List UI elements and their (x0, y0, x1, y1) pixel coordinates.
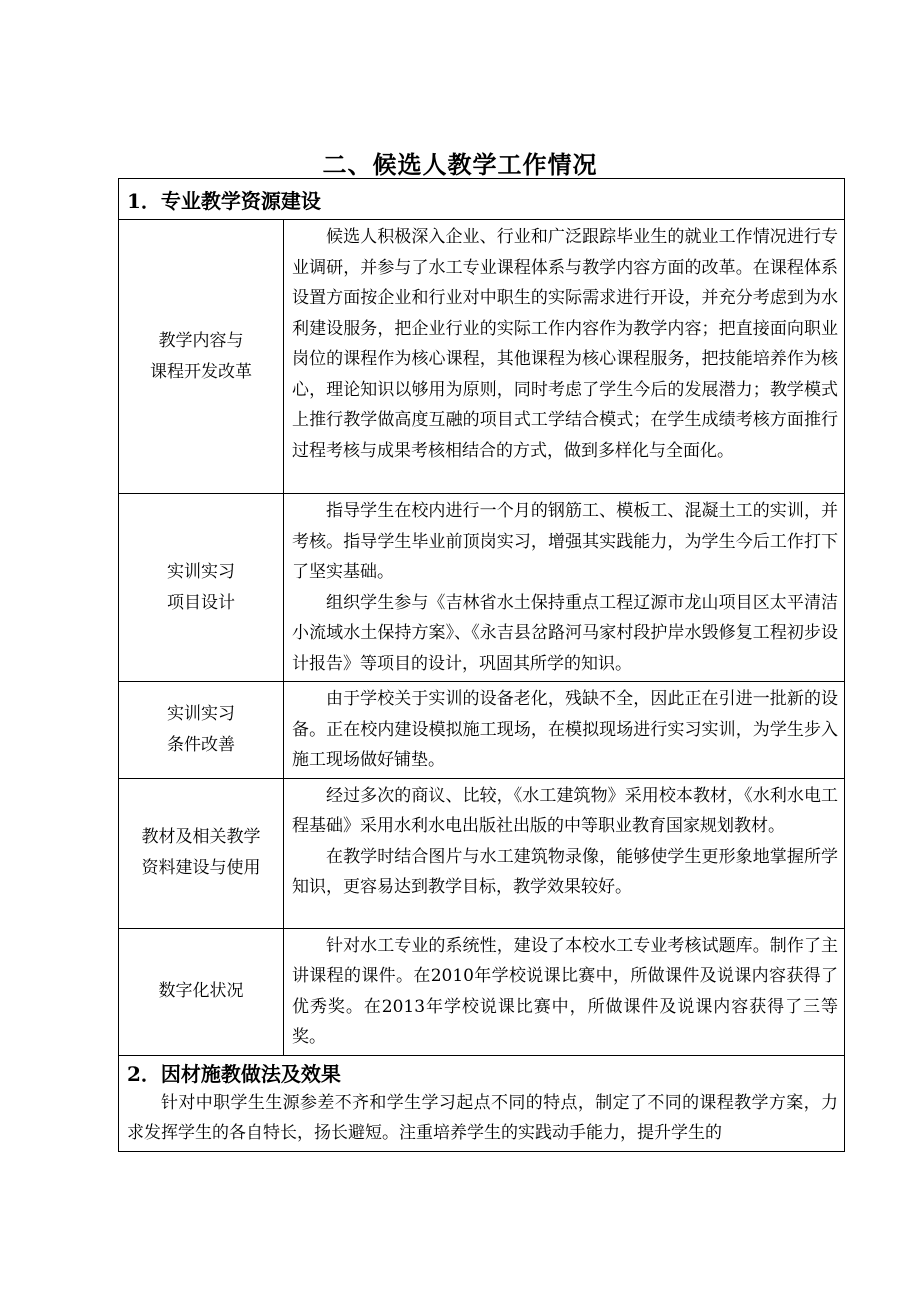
row-content-curriculum-reform: 候选人积极深入企业、行业和广泛跟踪毕业生的就业工作情况进行专业调研，并参与了水工专业课程体系与教学内容方面的改革。在课程体系设置方面按企业和行业对中职生的实际需求进行开设，并充分考虑到为水利建设服务，把企业行业的实际工作内容作为教学内容；把直接面向职业岗位的课程作为核心课程，其他课程为核心课程服务，把技能培养作为核心，理论知识以够用为原则，同时考虑了学生今后的发展潜力；教学模式上推行教学做高度互融的项目式工学结合模式；在学生成绩考核方面推行过程考核与成果考核相结合的方式，做到多样化与全面化。 (284, 220, 845, 494)
row-content-training-conditions: 由于学校关于实训的设备老化，残缺不全，因此正在引进一批新的设备。正在校内建设模拟施工现场，在模拟现场进行实习实训，为学生步入施工现场做好铺垫。 (284, 682, 845, 779)
section2-heading: 2．因材施教做法及效果 (127, 1061, 341, 1086)
table-row (119, 494, 845, 682)
section2-block (119, 1055, 845, 1151)
row-label-curriculum-reform: 教学内容与 课程开发改革 (119, 220, 284, 494)
row-label-textbooks: 教材及相关教学 资料建设与使用 (119, 778, 284, 928)
table-row (119, 682, 845, 779)
section1-heading: 1．专业教学资源建设 (119, 179, 845, 220)
row-label-training-project: 实训实习 项目设计 (119, 494, 284, 682)
table-row (119, 220, 845, 494)
table-row (119, 928, 845, 1055)
row-label-digitalization: 数字化状况 (119, 928, 284, 1055)
row-content-digitalization: 针对水工专业的系统性，建设了本校水工专业考核试题库。制作了主讲课程的课件。在2010年学校说课比赛中，所做课件及说课内容获得了优秀奖。在2013年学校说课比赛中，所做课件及说课内容获得了三等奖。 (284, 928, 845, 1055)
teaching-work-table (118, 178, 845, 1152)
row-content-textbooks: 经过多次的商议、比较，《水工建筑物》采用校本教材，《水利水电工程基础》采用水利水电出版社出版的中等职业教育国家规划教材。 在教学时结合图片与水工建筑物录像，能够使学生更形象地掌握所学知识，更容易达到教学目标，教学效果较好。 (284, 778, 845, 928)
row-content-training-project: 指导学生在校内进行一个月的钢筋工、模板工、混凝土工的实训，并考核。指导学生毕业前顶岗实习，增强其实践能力，为学生今后工作打下了坚实基础。 组织学生参与《吉林省水土保持重点工程辽源市龙山项目区太平清洁小流域水土保持方案》、《永吉县岔路河马家村段护岸水毁修复工程初步设计报告》等项目的设计，巩固其所学的知识。 (284, 494, 845, 682)
table-row (119, 778, 845, 928)
page-title: 二、候选人教学工作情况 (322, 150, 598, 179)
section2-text: 针对中职学生生源参差不齐和学生学习起点不同的特点，制定了不同的课程教学方案，力求发挥学生的各自特长，扬长避短。注重培养学生的实践动手能力，提升学生的 (127, 1092, 839, 1143)
row-label-training-conditions: 实训实习 条件改善 (119, 682, 284, 779)
